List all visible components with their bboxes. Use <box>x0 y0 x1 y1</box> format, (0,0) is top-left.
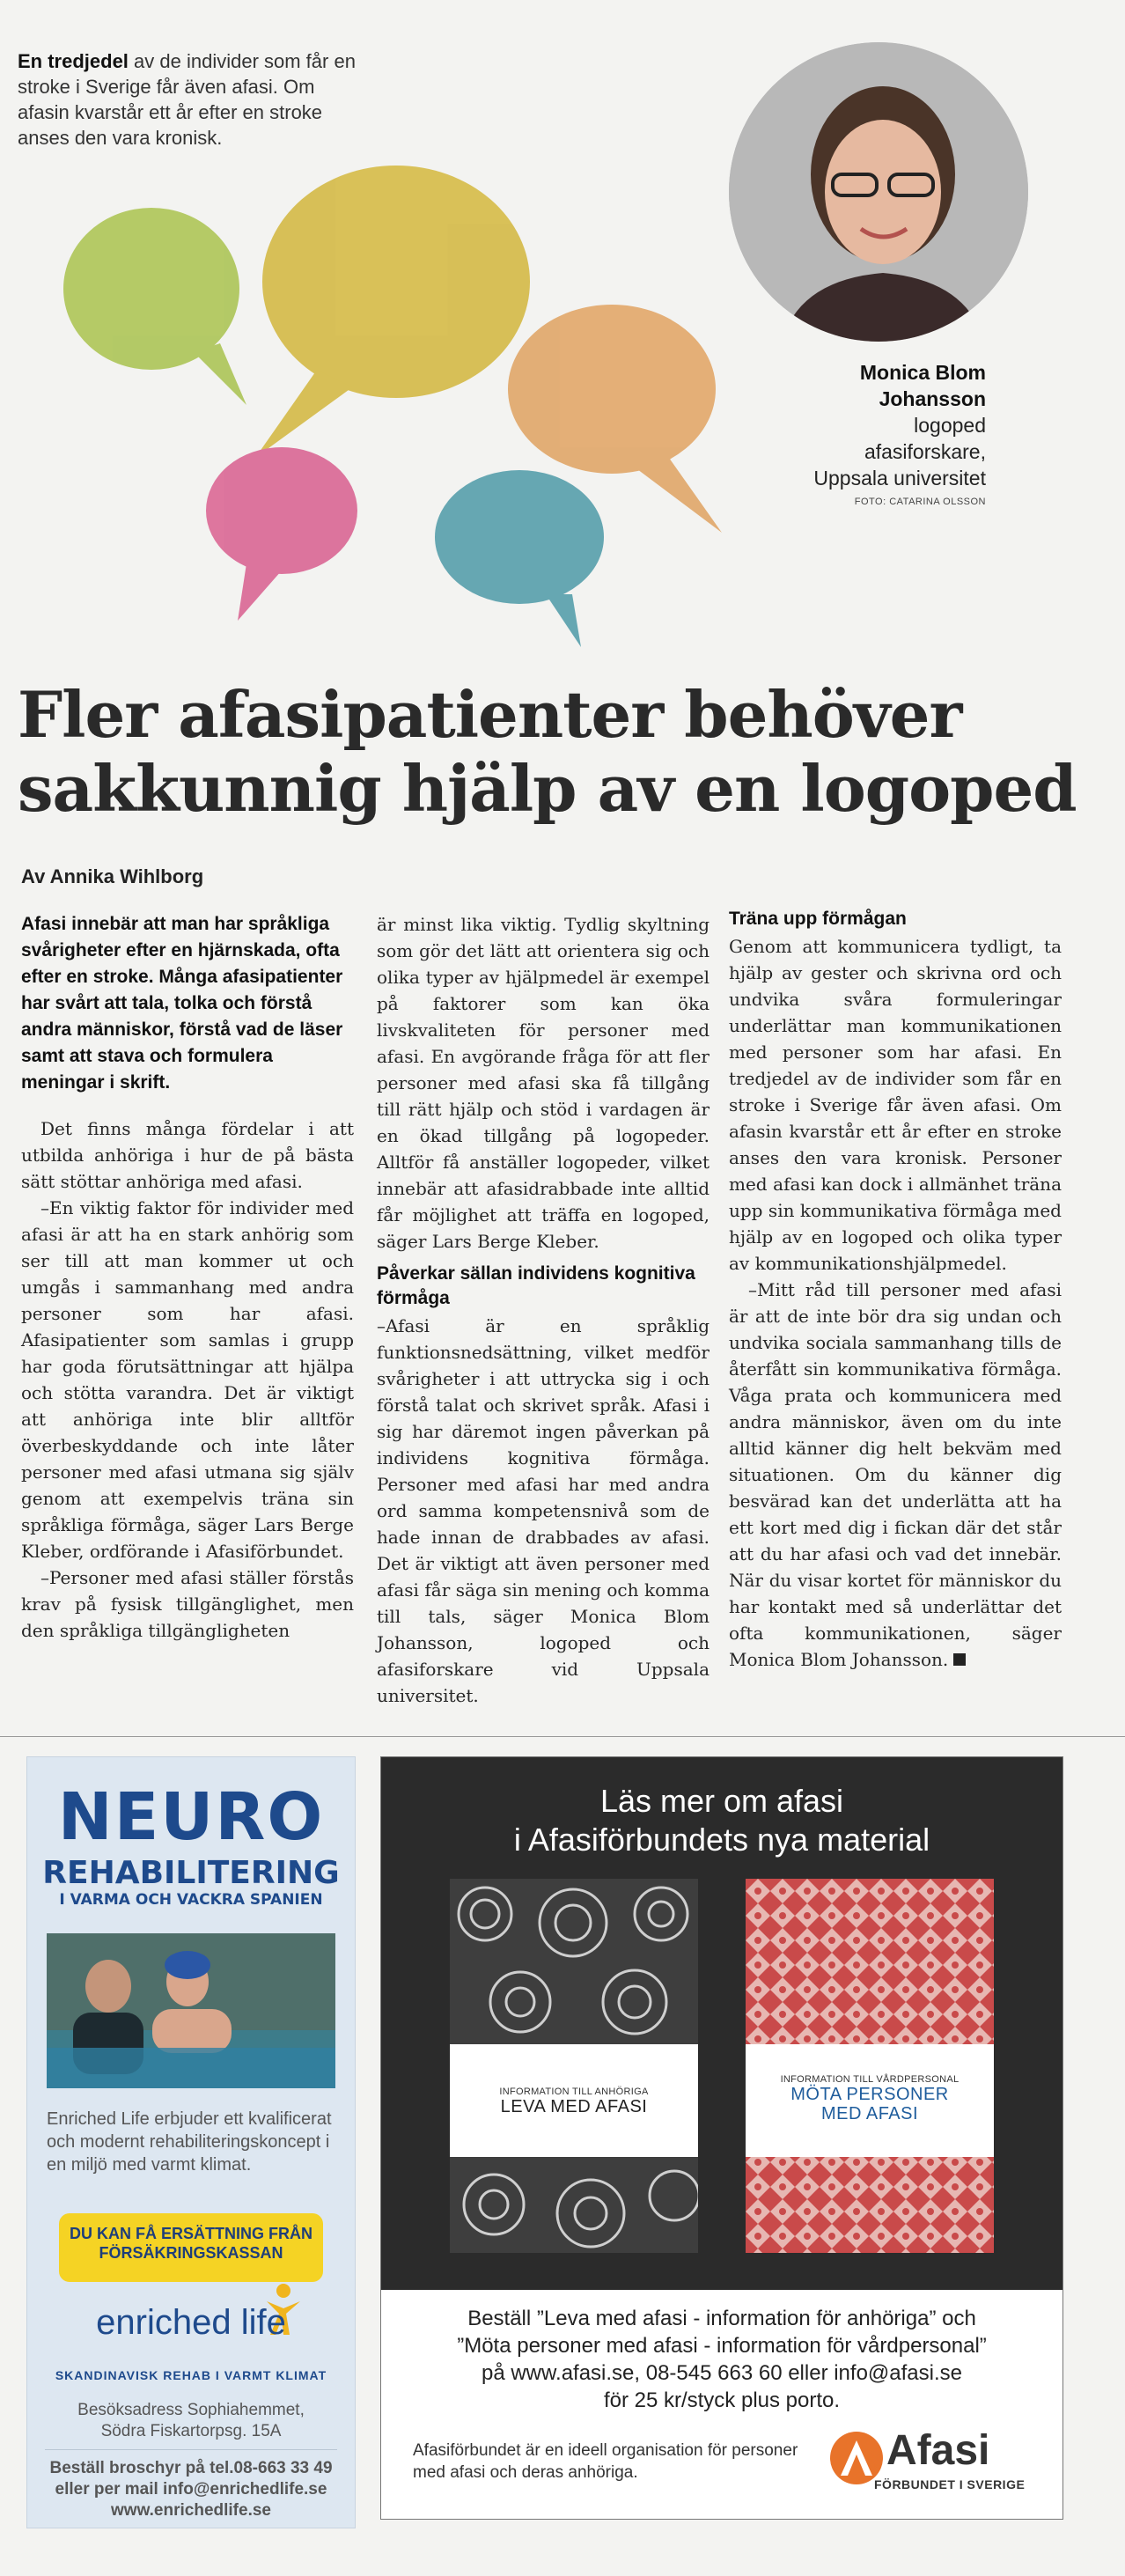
portrait-caption <box>766 359 986 509</box>
yellow-bubble <box>262 166 530 398</box>
ad-callout: DU KAN FÅ ERSÄTTNING FRÅN FÖRSÄKRINGSKASSAN <box>59 2213 323 2282</box>
headline-line-2: sakkunnig hjälp av en logoped <box>18 751 1077 826</box>
website-link[interactable]: www.enrichedlife.se <box>111 2501 271 2520</box>
lead-paragraph: Afasi innebär att man har språkliga svårigheter efter en hjärnskada, ofta efter en stroke. Många afasipatienter har svårt att tala, tolka och förstå andra människor, förstå vad de läser samt att stava och formulera meningar i skrift. <box>21 914 343 1093</box>
ad-order-info <box>27 2458 355 2521</box>
subheading: Påverkar sällan individens kognitiva förmåga <box>377 1263 695 1308</box>
address-line: Södra Fiskartorpsg. 15A <box>100 2422 282 2440</box>
caption-role: logoped <box>914 414 986 437</box>
order-line: för 25 kr/styck plus porto. <box>603 2388 841 2412</box>
paragraph: Genom att kommunicera tydligt, ta hjälp av gester och skrivna ord och undvika svåra formuleringar underlättar man kommunikationen med personer som har afasi. En tredjedel av de individer som får en stroke i Sverige får även afasi. Om afasin kvarstår ett år efter en stroke anses den vara kronisk. Personer med afasi kan dock i allmänhet träna upp sin kommunikativa förmåga med hjälp av en logoped och olika typer av kommunikationshjälpmedel. <box>729 936 1062 1274</box>
enriched-life-logo: enriched life <box>96 2303 286 2342</box>
ad-title: NEURO <box>57 1779 325 1855</box>
subheading: Träna upp förmågan <box>729 909 907 929</box>
green-bubble-tail <box>194 343 246 405</box>
paragraph: –En viktig faktor för individer med afasi är att ha en stark anhörig som ser till att man kommer ut och umgås i sammanhang med andra personer som har afasi. Afasipatienter som samlas i grupp har goda förutsättningar att hjälpa och stötta varandra. Det är viktigt att anhöriga inte blir alltför överbeskyddande och inte låter personer med afasi utmana sig själv genom att exempelvis träna sin språkliga förmåga, säger Lars Berge Kleber, ordförande i Afasiförbundet. <box>21 1197 354 1562</box>
pool-photo <box>47 1933 335 2088</box>
paragraph-wrap <box>729 1277 1062 1673</box>
caption-role2: afasiforskare, <box>864 440 986 463</box>
order-line: på www.afasi.se, 08-545 663 60 eller info@afasi.se <box>481 2361 962 2385</box>
order-line: eller per mail info@enrichedlife.se <box>55 2480 327 2499</box>
book-leva-med-afasi <box>450 1879 698 2253</box>
article-column-1 <box>21 911 354 1644</box>
caption-affiliation: Uppsala universitet <box>813 467 986 489</box>
caption-name: Monica Blom Johansson <box>859 361 986 410</box>
paragraph: Det finns många fördelar i att utbilda anhöriga i hur de på bästa sätt stöttar anhöriga med afasi. <box>21 1118 354 1192</box>
paragraph: –Personer med afasi ställer förstås krav på fysisk tillgänglighet, men den språkliga tillgängligheten <box>21 1567 354 1641</box>
order-line: Beställ broschyr på tel.08-663 33 49 <box>49 2459 333 2477</box>
afasi-logo-subtitle: FÖRBUNDET I SVERIGE <box>874 2477 1026 2491</box>
afasi-logo-text: Afasi <box>886 2427 990 2474</box>
book-label <box>746 2044 994 2157</box>
book-title: LEVA MED AFASI <box>500 2097 648 2116</box>
intro-highlight: En tredjedel <box>18 50 129 72</box>
ad-divider <box>45 2449 337 2450</box>
article-column-3 <box>729 907 1062 1673</box>
orange-bubble-tail <box>634 458 722 533</box>
book-subtitle: INFORMATION TILL VÅRDPERSONAL <box>780 2074 960 2085</box>
pink-bubble <box>206 447 357 574</box>
article-column-2 <box>377 911 710 1709</box>
book-title-line-2: MED AFASI <box>820 2104 919 2123</box>
paragraph: –Mitt råd till personer med afasi är att de inte bör dra sig undan och undvika sociala sammanhang tills de återfått sin kommunikativa förmåga. Våga prata och kommunicera med andra människor, även om du inte alltid känner dig helt bekväm med situationen. Om du känner dig besvärad kan det underlätta att ha ett kort med dig i fickan där det står att du har afasi och vad det innebär. När du visar kortet för människor du har kontakt med så underlättar det ofta kommunikationen, säger Monica Blom Johansson. <box>729 1279 1062 1670</box>
end-mark-icon <box>953 1653 966 1666</box>
ad-address <box>27 2400 355 2442</box>
book-mota-personer <box>746 1879 994 2253</box>
logo-subtitle: SKANDINAVISK REHAB I VARMT KLIMAT <box>55 2368 327 2382</box>
book-subtitle: INFORMATION TILL ANHÖRIGA <box>499 2087 649 2097</box>
yellow-bubble-tail <box>255 370 352 458</box>
ad-dark-panel <box>381 1757 1062 2290</box>
portrait-photo <box>729 42 1028 342</box>
ad-tagline: I VARMA OCH VACKRA SPANIEN <box>59 1891 323 1909</box>
teal-bubble-tail <box>546 594 581 647</box>
address-line: Besöksadress Sophiahemmet, <box>77 2401 305 2419</box>
green-bubble <box>63 208 239 370</box>
orange-bubble <box>508 305 716 474</box>
advert-afasiforbundet <box>380 1756 1063 2520</box>
speech-bubbles-illustration <box>53 132 757 651</box>
photo-credit: FOTO: CATARINA OLSSON <box>854 497 986 507</box>
portrait-illustration <box>729 42 1028 342</box>
ad-description: Enriched Life erbjuder ett kvalificerat och modernt rehabiliteringskoncept i en miljö med varmt klimat. <box>47 2109 332 2175</box>
headline-line-1: Fler afasipatienter behöver <box>18 677 962 752</box>
headline <box>18 678 1092 826</box>
organisation-note: Afasiförbundet är en ideell organisation för personer med afasi och deras anhöriga. <box>413 2441 798 2482</box>
order-line: ”Möta personer med afasi - information för vårdpersonal” <box>457 2334 987 2358</box>
paragraph: –Afasi är en språklig funktionsnedsättning, vilket medför svårigheter i att uttrycka sig i och förstå talat och skrivet språk. Afasi i sig har däremot ingen påverkan på individens kognitiva förmåga. Personer med afasi har med andra ord samma kompetensnivå som de hade innan de drabbades av afasi. Det är viktigt att även personer med afasi får säga sin mening och komma till tals, säger Monica Blom Johansson, logoped och afasiforskare vid Uppsala universitet. <box>377 1315 710 1706</box>
ad-heading-2: i Afasiförbundets nya material <box>513 1822 930 1858</box>
book-title-line-1: MÖTA PERSONER <box>790 2085 949 2104</box>
ad-heading-1: Läs mer om afasi <box>599 1783 844 1819</box>
order-info <box>381 2305 1062 2414</box>
order-line: Beställ ”Leva med afasi - information för anhöriga” och <box>467 2307 976 2330</box>
byline: Av Annika Wihlborg <box>21 865 204 887</box>
paragraph: är minst lika viktig. Tydlig skyltning som gör det lätt att orientera sig och olika typer av hjälpmedel är exempel på faktorer som kan öka livskvaliteten för personer med afasi. En avgörande fråga för att fler personer med afasi ska få tillgång till rätt hjälp och stöd i vardagen är en ökad tillgång på logopeder. Alltför få anställer logopeder, vilket innebär att afasidrabbade inte alltid får möjlighet att träffa en logoped, säger Lars Berge Kleber. <box>377 914 710 1252</box>
teal-bubble <box>435 470 604 604</box>
section-divider <box>0 1736 1125 1737</box>
advert-neuro-rehab <box>26 1756 356 2528</box>
pink-bubble-tail <box>238 563 282 621</box>
book-label <box>450 2044 698 2157</box>
ad-title-2: REHABILITERING <box>42 1855 340 1891</box>
afasi-logo <box>828 2426 1031 2497</box>
intro-body: av de individer som får en stroke i Sverige får även afasi. Om afasin kvarstår ett år efter en stroke anses den vara kronisk. <box>18 50 356 149</box>
